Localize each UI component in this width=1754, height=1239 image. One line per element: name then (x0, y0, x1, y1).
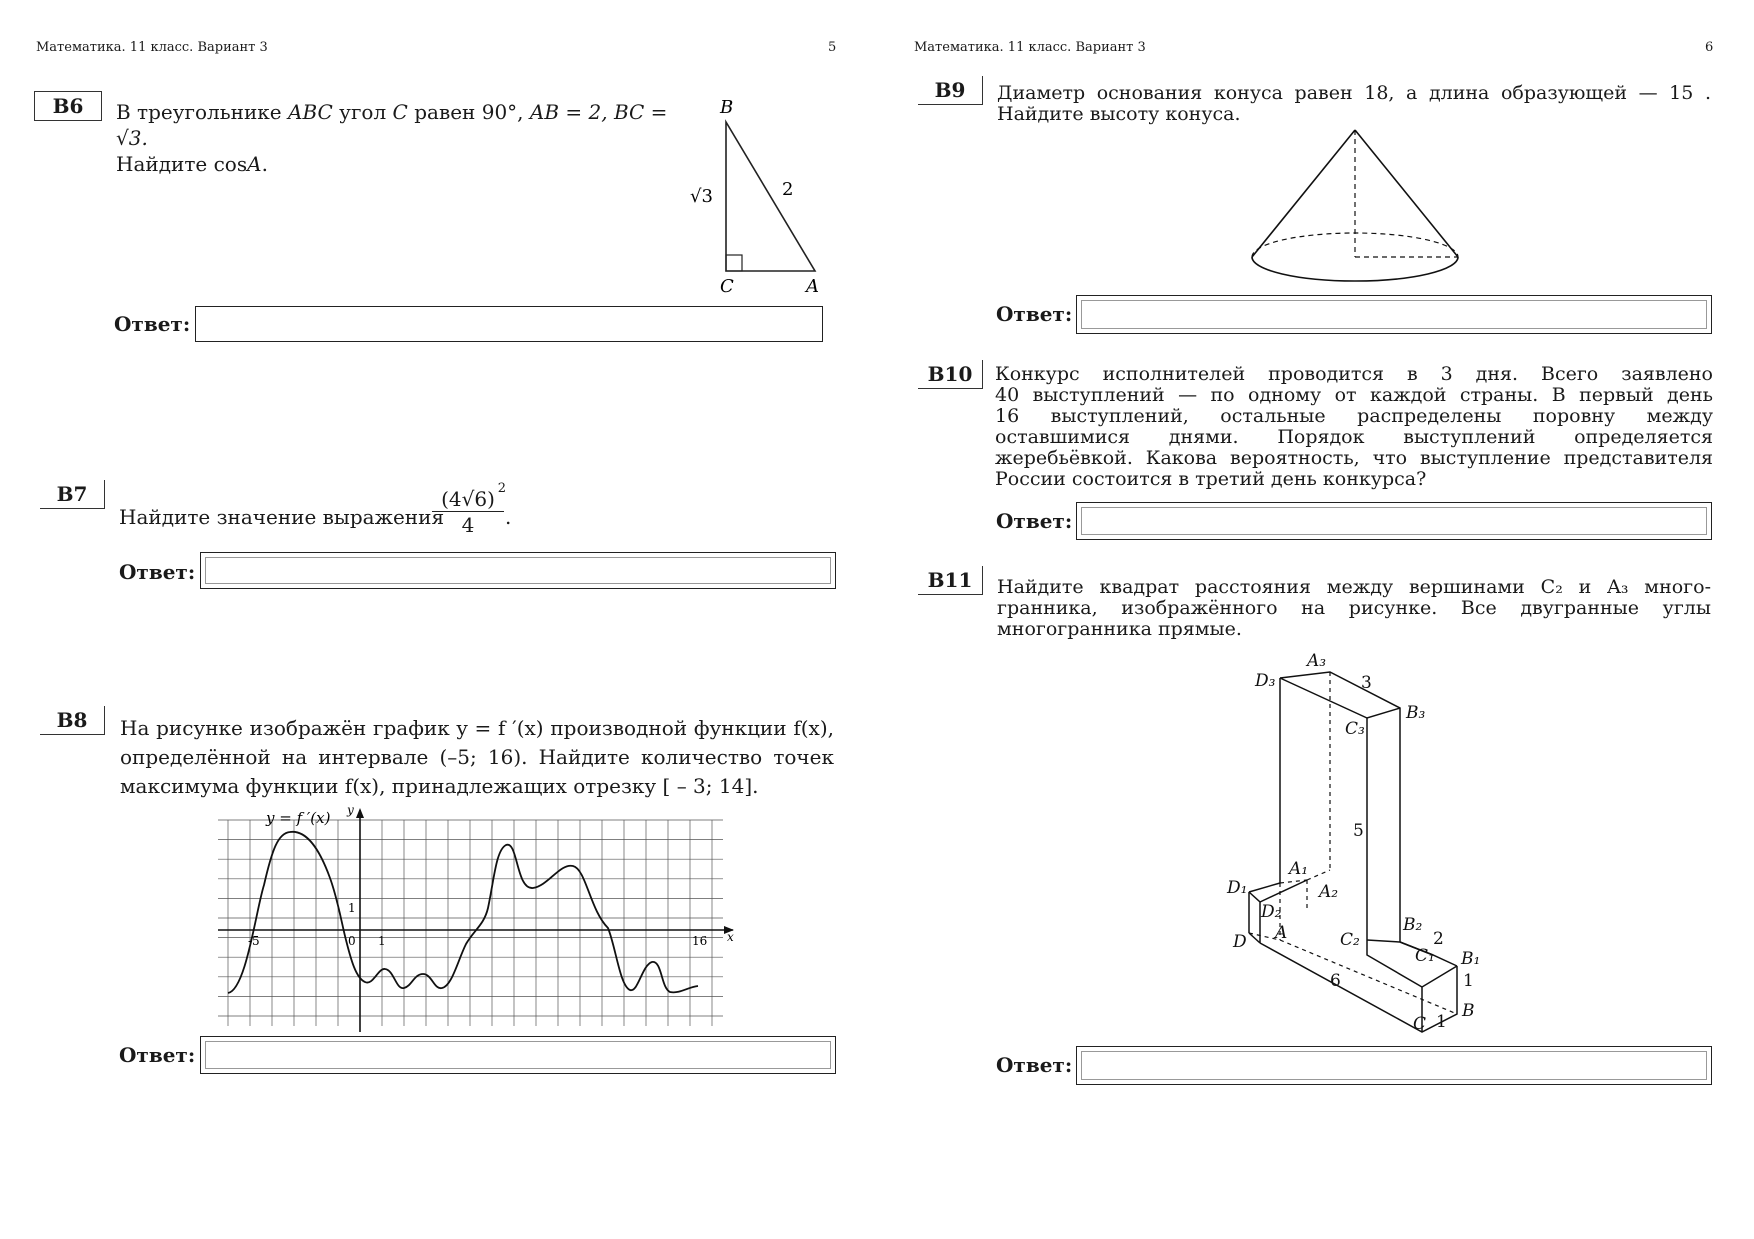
label-a1: A₁ (1289, 859, 1309, 879)
y-axis-label: y (347, 803, 354, 817)
b10-line: России состоится в третий день конкурса? (995, 468, 1427, 490)
b7-answer-box[interactable] (200, 552, 836, 589)
label-b3: B₃ (1406, 703, 1426, 723)
label-a3: A₃ (1307, 651, 1327, 671)
graph-grid (218, 820, 723, 1026)
b7-fraction (432, 481, 506, 538)
b11-line-1: Найдите квадрат расстояния между вершинами C₂ и A₃ много- (997, 576, 1711, 598)
b7-numerator: (4√6) 2 (432, 487, 504, 512)
label-b1: B₁ (1461, 949, 1481, 969)
b10-line: Конкурс исполнителей проводится в 3 дня. Всего заявлено (995, 363, 1713, 385)
b9-answer-box[interactable] (1076, 295, 1712, 334)
vertex-a-label: A (806, 276, 819, 295)
right-page-header: Математика. 11 класс. Вариант 3 (914, 40, 1146, 55)
b10-answer-label: Ответ: (996, 509, 1073, 533)
b10-line: 40 выступлений — по одному от каждой страны. В первый день (995, 384, 1713, 406)
b10-line: оставшимися днями. Порядок выступлений определяется (995, 426, 1713, 448)
problem-number-text: B11 (927, 568, 973, 592)
triangle-abc (726, 122, 815, 271)
b11-answer-box[interactable] (1076, 1046, 1712, 1085)
b10-answer-box[interactable] (1076, 502, 1712, 540)
left-page-header: Математика. 11 класс. Вариант 3 (36, 40, 268, 55)
b9-line-1: Диаметр основания конуса равен 18, а длина образующей — 15 . (997, 82, 1711, 104)
cone-slant-right (1355, 130, 1458, 257)
label-edge-6: 6 (1330, 971, 1341, 991)
label-b2: B₂ (1403, 915, 1423, 935)
b6-line-1: В треугольнике ABC угол C равен 90°, AB = 2, BC = √3. (116, 100, 668, 150)
tick-label-y1: 1 (348, 901, 356, 915)
b8-line-2: определённой на интервале (–5; 16). Найдите количество точек (120, 745, 834, 769)
b8-answer-label: Ответ: (119, 1043, 196, 1067)
hypotenuse-label: 2 (782, 179, 794, 200)
problem-number-b6 (34, 91, 102, 121)
tick-label-origin: 0 (348, 934, 356, 948)
right-angle-mark (726, 255, 742, 271)
b11-line-2: гранника, изображённого на рисунке. Все двугранные углы (997, 597, 1711, 619)
b8-derivative-graph (218, 800, 738, 1034)
b11-statement (997, 577, 1711, 640)
b11-answer-label: Ответ: (996, 1053, 1073, 1077)
b10-line: 16 выступлений, остальные распределены поровну между (995, 405, 1713, 427)
label-d3: D₃ (1255, 671, 1276, 691)
problem-number-b9 (918, 76, 983, 105)
problem-number-text: B7 (56, 482, 88, 506)
b9-cone-figure (1245, 125, 1465, 290)
b9-answer-label: Ответ: (996, 302, 1073, 326)
b11-polyhedron-figure (1225, 650, 1485, 1040)
label-c3: C₃ (1345, 719, 1365, 739)
label-edge-2: 2 (1433, 929, 1444, 949)
problem-number-text: B10 (927, 362, 973, 386)
problem-number-text: B6 (52, 94, 84, 118)
label-b: B (1462, 1001, 1475, 1021)
leg-label: √3 (690, 186, 713, 207)
label-d2: D₂ (1261, 902, 1282, 922)
b8-line-3: максимума функции f(x), принадлежащих отрезку [ – 3; 14]. (120, 774, 759, 798)
label-c1: C₁ (1415, 946, 1435, 966)
b7-answer-label: Ответ: (119, 560, 196, 584)
b6-triangle-figure (680, 90, 830, 295)
cone-slant-left (1252, 130, 1355, 257)
problem-number-b7 (40, 480, 105, 509)
label-d1: D₁ (1227, 878, 1248, 898)
b7-period: . (505, 505, 512, 529)
problem-number-text: B8 (56, 708, 88, 732)
b6-answer-label: Ответ: (114, 312, 191, 336)
b8-statement (120, 714, 834, 801)
b6-answer-box[interactable] (195, 306, 823, 342)
cone-base-front (1252, 257, 1458, 281)
derivative-curve (228, 832, 698, 993)
b7-exponent: 2 (497, 481, 506, 496)
y-axis-arrow (356, 808, 364, 818)
b8-answer-box[interactable] (200, 1036, 836, 1074)
b9-line-2: Найдите высоту конуса. (997, 103, 1241, 125)
label-edge-3: 3 (1361, 673, 1372, 693)
b8-line-1: На рисунке изображён график y = f ′(x) производной функции f(x), (120, 716, 834, 740)
label-a: A (1275, 923, 1288, 943)
label-c: C (1413, 1014, 1427, 1034)
b7-denominator: 4 (461, 513, 475, 537)
label-edge-1-vertical: 1 (1463, 971, 1474, 991)
label-edge-5: 5 (1353, 821, 1364, 841)
problem-number-b11 (918, 566, 983, 595)
cone-base-back (1252, 233, 1458, 257)
b6-statement (116, 99, 676, 177)
function-label: y = f ′(x) (266, 809, 331, 827)
x-axis-label: x (727, 930, 734, 944)
b10-statement (995, 364, 1713, 490)
left-page-number: 5 (828, 40, 837, 55)
label-edge-1-horizontal: 1 (1436, 1012, 1447, 1032)
vertex-c-label: C (720, 276, 734, 295)
b9-statement (997, 83, 1711, 125)
polyhedron-labels (1226, 651, 1480, 1034)
tick-label-x1: 1 (378, 934, 386, 948)
vertex-b-label: B (720, 97, 734, 118)
b11-line-3: многогранника прямые. (997, 618, 1242, 640)
b10-line: жеребьёвкой. Какова вероятность, что выступление представителя (995, 447, 1713, 469)
tick-label-16: 16 (692, 934, 708, 948)
problem-number-text: B9 (934, 78, 966, 102)
label-d: D (1233, 932, 1247, 952)
label-c2: C₂ (1340, 930, 1360, 950)
right-page-number: 6 (1705, 40, 1714, 55)
label-a2: A₂ (1319, 882, 1339, 902)
tick-label-minus5: -5 (248, 934, 260, 948)
b6-line-2: Найдите cosA. (116, 152, 268, 176)
problem-number-b10 (918, 360, 983, 389)
problem-number-b8 (40, 706, 105, 735)
b7-statement-text: Найдите значение выражения (119, 505, 445, 529)
